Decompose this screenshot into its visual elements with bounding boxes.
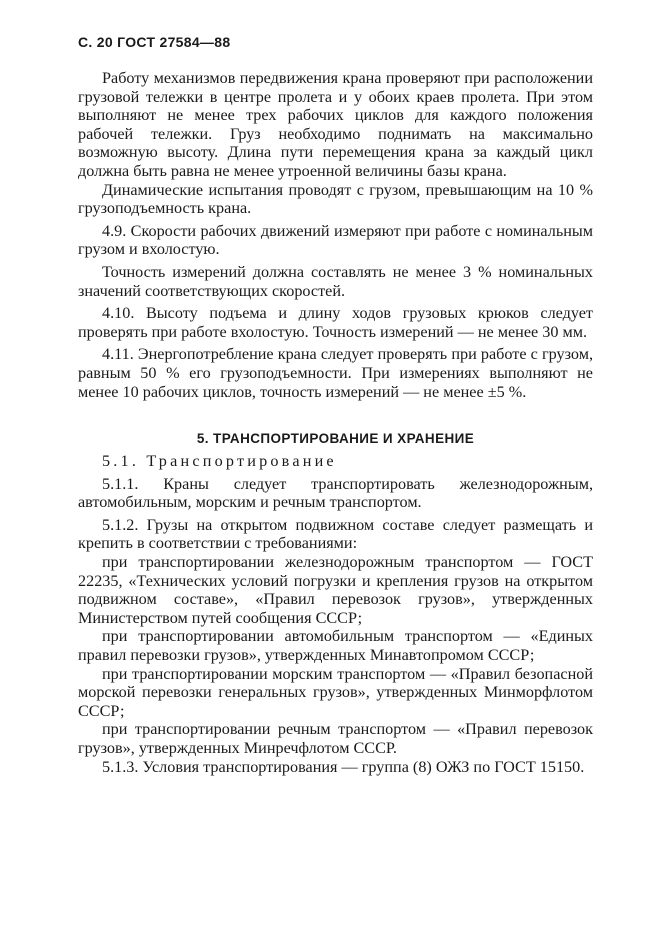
paragraph-4-10: 4.10. Высоту подъема и длину ходов грузовых крюков следует проверять при работе вхолостую. Точность измерений — не менее 30 мм. (78, 304, 593, 341)
paragraph-crane-travel-test: Работу механизмов передвижения крана проверяют при расположении грузовой тележки в центре пролета и у обоих краев пролета. При этом выполняют не менее трех рабочих циклов для каждого положения рабочей тележки. Груз необходимо поднимать на максимально возможную высоту. Длина пути перемещения крана за каждый цикл должна быть равна не менее утроенной величины базы крана. (78, 69, 593, 180)
subsection-heading: 5.1. Транспортирование (102, 452, 337, 471)
paragraph-speed-accuracy: Точность измерений должна составлять не менее 3 % номинальных значений соответствующих скоростей. (78, 262, 593, 300)
paragraph-5-1-2: 5.1.2. Грузы на открытом подвижном составе следует размещать и крепить в соответствии с требованиями: (78, 515, 593, 553)
paragraph-5-1-1: 5.1.1. Краны следует транспортировать железнодорожным, автомобильным, морским и речным транспортом. (78, 474, 593, 512)
paragraph-railway-transport: при транспортировании железнодорожным транспортом — ГОСТ 22235, «Технических условий погрузки и крепления грузов на открытом подвижном составе», «Правил перевозок грузов», утвержденных Министерством путей сообщения СССР; (78, 553, 593, 627)
paragraph-sea-transport: при транспортировании морским транспортом — «Правил безопасной морской перевозки генеральных грузов», утвержденных Минморфлотом СССР; (78, 664, 593, 720)
paragraph-4-9: 4.9. Скорости рабочих движений измеряют при работе с номинальным грузом и вхолостую. (78, 221, 593, 259)
section-heading: 5. ТРАНСПОРТИРОВАНИЕ И ХРАНЕНИЕ (196, 431, 475, 447)
document-body (78, 69, 593, 776)
paragraph-dynamic-tests: Динамические испытания проводят с грузом, превышающим на 10 % грузоподъемность крана. (78, 180, 593, 218)
paragraph-road-transport: при транспортировании автомобильным транспортом — «Единых правил перевозки грузов», утвержденных Минавтопромом СССР; (78, 627, 593, 665)
paragraph-river-transport: при транспортировании речным транспортом — «Правил перевозок грузов», утвержденных Минречфлотом СССР. (78, 720, 593, 757)
page-header: С. 20 ГОСТ 27584—88 (78, 34, 231, 50)
paragraph-5-1-3: 5.1.3. Условия транспортирования — группа (8) ОЖЗ по ГОСТ 15150. (102, 757, 585, 776)
paragraph-4-11: 4.11. Энергопотребление крана следует проверять при работе с грузом, равным 50 % его грузоподъемности. При измерениях выполняют не менее 10 рабочих циклов, точность измерений — не менее ±5 %. (78, 345, 593, 401)
